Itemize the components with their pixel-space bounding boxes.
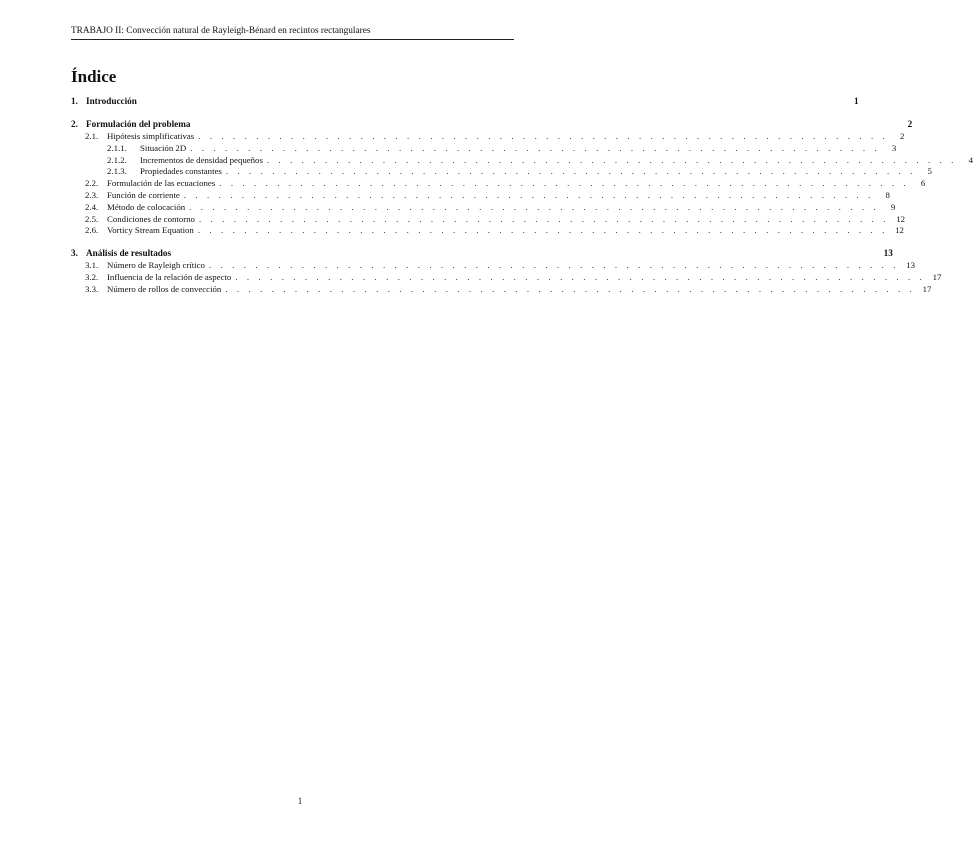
table-of-contents — [71, 95, 973, 296]
dot-leader: . . . . . . . . . . . . . . . . . . . . . . . . . . . . . . . . . . . . . . . . . . . . . . . . . . . . . . . . . . . . — [225, 283, 916, 294]
toc-entry-section[interactable] — [71, 131, 905, 143]
toc-entry-number: 3.3. — [85, 283, 99, 294]
toc-entry-number: 3.2. — [85, 271, 99, 282]
toc-entry-number: 2.6. — [85, 225, 99, 236]
toc-entry-number: 2.4. — [85, 201, 99, 212]
toc-entry-number: 3.1. — [85, 260, 99, 271]
toc-entry-number: 1. — [71, 96, 78, 106]
toc-entry-page: 3 — [891, 142, 897, 153]
toc-entry-chapter-1[interactable] — [71, 95, 859, 108]
toc-entry-section[interactable] — [71, 189, 890, 202]
toc-entry-subsection[interactable] — [71, 142, 897, 155]
toc-entry-title: Formulación de las ecuaciones — [107, 178, 216, 189]
toc-entry-section[interactable] — [71, 201, 896, 214]
toc-entry-number: 3. — [71, 248, 78, 259]
toc-entry-number: 2.1.2. — [107, 154, 127, 165]
toc-entry-page: 2 — [899, 131, 905, 141]
toc-entry-page: 6 — [920, 178, 926, 189]
toc-entry-page: 4 — [968, 154, 973, 165]
toc-entry-section[interactable] — [71, 271, 942, 284]
toc-entry-number: 2.1. — [85, 131, 99, 141]
toc-entry-page: 13 — [883, 248, 893, 259]
toc-entry-page: 12 — [896, 213, 906, 224]
toc-entry-number: 2. — [71, 119, 78, 129]
dot-leader: . . . . . . . . . . . . . . . . . . . . . . . . . . . . . . . . . . . . . . . . . . . . . . . . . . . . . . . . . . . . — [198, 213, 890, 224]
toc-entry-section[interactable] — [71, 260, 916, 272]
page-number: 1 — [297, 796, 303, 806]
toc-entry-title: Formulación del problema — [86, 119, 191, 129]
header-rule — [71, 39, 514, 40]
toc-entry-page: 5 — [927, 166, 932, 177]
toc-entry-title: Función de corriente — [107, 189, 180, 200]
dot-leader: . . . . . . . . . . . . . . . . . . . . . . . . . . . . . . . . . . . . . . . . . . . . . . . . . . . . . . . . . . . . — [208, 260, 900, 271]
dot-leader: . . . . . . . . . . . . . . . . . . . . . . . . . . . . . . . . . . . . . . . . . . . . . . . . . . . . . . . . . . . . — [235, 271, 926, 282]
dot-leader: . . . . . . . . . . . . . . . . . . . . . . . . . . . . . . . . . . . . . . . . . . . . . . . . . . . . . . . . . . . . — [190, 142, 881, 153]
dot-leader: . . . . . . . . . . . . . . . . . . . . . . . . . . . . . . . . . . . . . . . . . . . . . . . . . . . . . . . . . . . . — [219, 178, 910, 189]
toc-entry-title: Número de rollos de convección — [107, 283, 222, 294]
dot-leader: . . . . . . . . . . . . . . . . . . . . . . . . . . . . . . . . . . . . . . . . . . . . . . . . . . . . . . . . . . . . — [225, 166, 916, 177]
toc-entry-title: Método de colocación — [107, 201, 186, 212]
toc-title: Índice — [71, 67, 117, 86]
toc-entry-number: 2.1.1. — [107, 142, 127, 153]
toc-entry-chapter-3[interactable] — [71, 247, 893, 260]
toc-entry-number: 2.1.3. — [107, 166, 127, 177]
toc-entry-page: 17 — [922, 283, 932, 294]
dot-leader: . . . . . . . . . . . . . . . . . . . . . . . . . . . . . . . . . . . . . . . . . . . . . . . . . . . . . . . . . . . . — [189, 201, 880, 212]
toc-entry-subsection[interactable] — [71, 154, 973, 167]
toc-entry-page: 12 — [895, 225, 904, 236]
toc-entry-title: Número de Rayleigh crítico — [107, 260, 205, 271]
toc-entry-title: Vorticy Stream Equation — [107, 225, 194, 236]
running-header: TRABAJO II: Convección natural de Rayleigh-Bénard en recintos rectangulares — [71, 26, 371, 36]
toc-entry-number: 2.3. — [85, 189, 99, 200]
dot-leader: . . . . . . . . . . . . . . . . . . . . . . . . . . . . . . . . . . . . . . . . . . . . . . . . . . . . . . . . . . . . — [197, 225, 888, 236]
toc-entry-page: 17 — [932, 271, 942, 282]
toc-entry-page: 8 — [885, 189, 890, 200]
toc-entry-title: Propiedades constantes — [140, 166, 222, 177]
toc-entry-title: Análisis de resultados — [86, 248, 172, 259]
toc-entry-title: Incrementos de densidad pequeños — [140, 154, 263, 165]
toc-entry-section[interactable] — [71, 283, 932, 296]
toc-entry-number: 2.2. — [85, 178, 99, 189]
dot-leader: . . . . . . . . . . . . . . . . . . . . . . . . . . . . . . . . . . . . . . . . . . . . . . . . . . . . . . . . . . . . — [266, 154, 957, 165]
toc-entry-title: Introducción — [86, 96, 137, 106]
toc-entry-title: Influencia de la relación de aspecto — [107, 271, 232, 282]
toc-entry-title: Condiciones de contorno — [107, 213, 195, 224]
toc-entry-title: Hipótesis simplificativas — [107, 131, 195, 141]
toc-entry-section[interactable] — [71, 178, 926, 190]
toc-entry-page: 13 — [906, 260, 916, 271]
toc-entry-section[interactable] — [71, 225, 904, 237]
toc-entry-chapter-2[interactable] — [71, 118, 913, 131]
toc-entry-page: 2 — [907, 119, 913, 129]
toc-entry-title: Situación 2D — [140, 142, 187, 153]
toc-entry-page: 1 — [854, 96, 859, 106]
dot-leader: . . . . . . . . . . . . . . . . . . . . . . . . . . . . . . . . . . . . . . . . . . . . . . . . . . . . . . . . . . . . — [183, 189, 874, 200]
toc-entry-subsection[interactable] — [71, 166, 932, 178]
dot-leader: . . . . . . . . . . . . . . . . . . . . . . . . . . . . . . . . . . . . . . . . . . . . . . . . . . . . . . . . . . . . — [198, 131, 889, 141]
toc-entry-page: 9 — [890, 201, 896, 212]
toc-entry-number: 2.5. — [85, 213, 99, 224]
toc-entry-section[interactable] — [71, 213, 906, 226]
